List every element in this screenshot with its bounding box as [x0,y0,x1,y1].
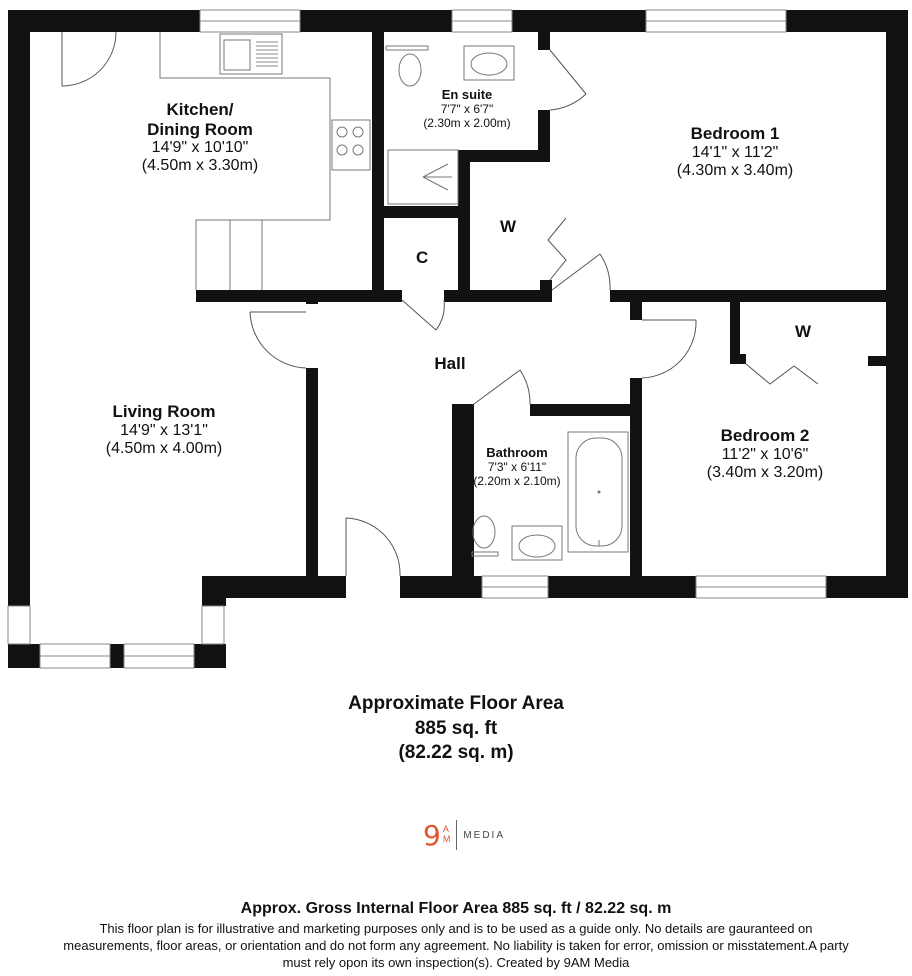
wall-wardrobe2-left [730,300,740,360]
door-bedroom1 [552,254,610,290]
wall-wardrobe-stub [540,280,552,302]
wall-top-left [8,10,200,32]
room-dim-metric: (2.30m x 2.00m) [423,115,511,130]
room-name: En suite [441,87,493,102]
wall-cupboard-right [458,150,470,302]
floor-area-sqft: 885 sq. ft [414,717,498,739]
disclaimer-text: This floor plan is for illustrative and marketing purposes only and is to be used as a guide only. No details are gauranteed on measurements, floor areas, or orientation and do not form any agreement. No liability is taken for error, omission or misstatement.A party must rely opon its own inspection(s). Created by 9AM Media [63,921,849,970]
floor-area-summary [0,692,912,766]
door-cupboard [402,300,444,330]
wall-bottom-bath-right [548,576,640,598]
wall-living-right [306,368,318,582]
room-dim-metric: (4.30m x 3.40m) [676,161,794,179]
logo-m: M [442,834,451,844]
door-wardrobe2 [746,364,818,384]
room-name: Living Room [112,402,216,421]
room-label-ensuite [394,88,540,131]
wardrobe-label: W [795,322,812,341]
room-dim-metric: (3.40m x 3.20m) [706,463,824,481]
logo-divider [456,820,457,850]
logo-media: MEDIA [463,829,505,841]
room-name: Hall [434,354,466,373]
wall-bottom-right [826,576,908,598]
logo-am [443,825,451,845]
wall-bottom-bed2 [640,576,696,598]
room-name: Bedroom 1 [690,124,780,143]
wall-ensuite-door-stub [538,32,550,50]
room-dim-imperial: 7'7" x 6'7" [440,101,494,116]
wall-top-mid2 [512,10,646,32]
wall-bay-right [202,576,226,606]
wall-ensuite-bottom [372,206,462,218]
wall-bedroom2-door-stub [630,290,642,320]
floor-area-sqm: (82.22 sq. m) [398,742,514,764]
door-bedroom2 [642,320,696,378]
wall-left [8,10,30,606]
toilet-icon [473,516,495,548]
wall-cupboard-bottom-b [444,290,552,302]
room-name: Bathroom [486,445,548,460]
door-ensuite [550,50,586,110]
logo-a: A [442,824,449,835]
floor-area-title: Approximate Floor Area [348,693,564,714]
wall-bathroom-top [530,404,640,416]
room-dim-imperial: 11'2" x 10'6" [721,445,809,463]
gross-area-footer: Approx. Gross Internal Floor Area 885 sq. ft / 82.22 sq. m [240,900,672,917]
wall-bay-mid [110,644,124,668]
wall-wardrobe-top [458,150,550,162]
hob-icon [332,120,370,170]
wall-wardrobe2-lip [730,354,746,364]
room-dim-imperial: 14'1" x 11'2" [691,143,779,161]
wall-kitchen-stub [306,290,318,304]
door-living [250,312,306,368]
door-kitchen-external [62,32,116,86]
window-bay-right [202,606,224,644]
wardrobe-label: W [500,217,517,236]
toilet-icon [399,54,421,86]
room-name: Dining Room [147,119,253,139]
room-label-living [64,402,264,458]
room-dim-imperial: 14'9" x 10'10" [151,139,249,157]
logo [423,818,505,852]
wall-bedroom1-bottom [610,290,908,302]
wall-right [886,10,908,598]
room-dim-imperial: 14'9" x 13'1" [120,421,208,439]
door-bathroom [474,370,530,404]
wall-wardrobe2-right-lip [868,356,888,366]
window-bay-left [8,606,30,644]
room-dim-metric: (4.50m x 4.00m) [105,439,223,457]
door-wardrobe1 [548,218,566,280]
room-dim-metric: (4.50m x 3.30m) [141,157,259,175]
wall-bathroom-left [452,404,474,588]
wall-ensuite-left [372,10,384,302]
room-name: Kitchen/ [166,100,234,119]
room-label-kitchen [100,100,300,176]
door-front [346,518,400,576]
wall-bay-bl [8,644,40,668]
wall-bay-br [194,644,226,668]
room-label-bedroom2 [660,426,870,482]
cupboard-label: C [416,248,429,267]
wall-cupboard-bottom-a [384,290,402,302]
room-dim-imperial: 7'3" x 6'11" [487,459,547,474]
room-dim-metric: (2.20m x 2.10m) [473,473,561,488]
wall-kitchen-bottom [196,290,382,302]
logo-nine: 9 [423,818,441,852]
wall-bathroom-top-left [452,404,474,414]
room-label-bathroom [452,446,582,489]
room-label-bedroom1 [630,124,840,180]
wall-top-right [786,10,888,32]
room-label-hall [420,354,480,374]
room-name: Bedroom 2 [720,426,810,445]
